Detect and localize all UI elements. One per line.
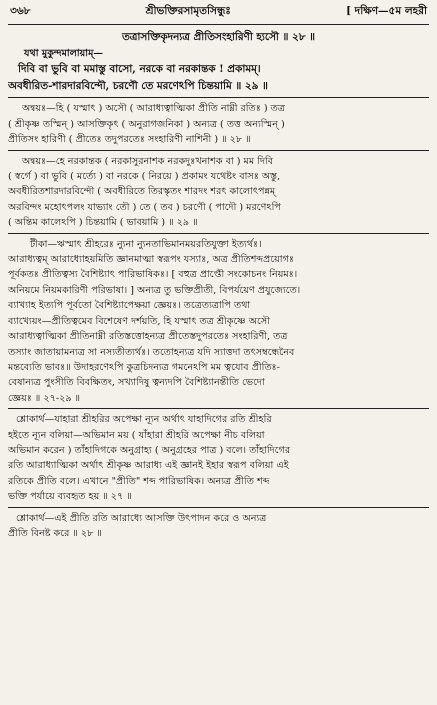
text-line: অরবিন্দং মহোৎপলং যাভ্যাং তৌ ) তে ( তব ) চরণৌ ( পাদৌ ) মরণেঽপি	[8, 201, 281, 213]
text-line: পূর্বকতঃ প্রীতিত্বস্য বৈশিষ্ট্যাৎ পারিভাষিকঃ। [ বহুত্র প্রাপ্তৌ সংকোচনং নিয়মঃ।	[8, 269, 298, 281]
page-number: ৩৬৮	[10, 5, 31, 17]
text-line: শ্লোকার্থ—এই প্রীতি রতি আরাধ্যে আসক্তি উৎপাদন করে ও অন্যত্র	[16, 512, 267, 524]
text-line: ব্যাখ্যেয়ং—প্রীতিত্বমেব বিশেষেণ দর্শয়তি, হি যস্মাৎ তত্র শ্রীকৃষ্ণে অসৌ	[8, 315, 270, 327]
text-line: জ্ঞেয়ঃ ॥ ২৭-২৯ ॥	[8, 392, 81, 404]
text-line: ব্যাখ্যাহ ইত্যপি পূর্বতো বৈশিষ্ট্যাপেক্ষয়া জ্ঞেয়ঃ। তত্রেত্যত্রাপি তথা	[8, 300, 251, 312]
divider	[8, 150, 429, 151]
divider	[8, 408, 429, 409]
anvaya-block-2	[8, 154, 429, 231]
book-title: শ্রীভক্তিরসামৃতসিন্ধুঃ	[145, 5, 231, 17]
text-line: ভক্তি পর্যায়ে ব্যবহৃত হয় ॥ ২৭ ॥	[8, 491, 132, 503]
text-line: রতি আরাধ্যাত্মিকা অর্থাৎ শ্রীকৃষ্ণ আরাধ্য এই জ্ঞানই ইহার স্বরূপ বলিয়া এই	[8, 460, 289, 472]
divider	[8, 507, 429, 508]
text-line: ( শ্রীকৃষ্ণ তস্মিন্ ) আসক্তিকৃৎ ( অনুরাগজনিকা ) অন্যত্র ( তত্ত অন্যস্মিন্ )	[8, 118, 285, 130]
text-line: বেষান্যত্র পুংসীতি বিবক্ষিতং, সখ্যাদিষু ত্বন্যদপি বৈশিষ্ট্যানন্তীতি ভেদো	[8, 377, 265, 389]
text-line: তস্যাং জাতায়ামন্যত্র সা নস্যতীত্যর্থঃ। ততোহন্যত্র যদি স্যাত্তদা তৎসম্বন্ধেনৈব	[8, 346, 295, 358]
verse-line: যথা মুকুন্দমালায়াম্—	[24, 48, 103, 59]
text-line: অনিয়মে নিয়মকারিণী পরিভাষা। ] অন্যত্র তু ভক্তিপ্রীতী, বিপর্যয়েণ প্রযুজ্যেতে।	[8, 284, 301, 296]
text-line: আরাধ্যত্বাত্মিকা প্রীতিনাম্নী রতিস্তত্তোহন্যত্র প্রীতেস্তদুপরতেঃ সংহারিণী, তত্র	[8, 331, 288, 343]
shlokartha-block-1	[8, 412, 429, 504]
text-line: প্রীতিসং হারিণী ( প্রীতেঃ তদুপরতেঃ সংহারিণী নাশিনী ) ॥ ২৮ ॥	[8, 134, 251, 146]
verse-line: তত্রাসক্তিকৃদন্যত্র প্রীতিসংহারিণী হ্যসৌ ॥ ২৮ ॥	[121, 31, 316, 43]
verse-block	[8, 29, 429, 95]
verse-line: অবধীরিত-শারদারবিন্দৌ, চরণৌ তে মরণেঽপি চিন্তয়ামি ॥ ২৯ ॥	[8, 80, 268, 93]
text-line: হইতে ন্যূন বলিয়া—অভিমান ময় ( যাঁহারা শ্রীহরি অপেক্ষা নীচ বলিয়া	[8, 429, 265, 441]
text-line: অন্বয়ঃ—হি ( যস্মাৎ ) অসৌ ( আরাধ্যত্বাত্মিকা প্রীতি নাম্নী রতিঃ ) তত্র	[22, 103, 285, 115]
text-line: রতিকে প্রীতি বলে। এখানে "প্রীতি" শব্দ পারিভাষিক। অন্যত্র প্রীতি শব্দ	[8, 475, 270, 487]
tika-block	[8, 237, 429, 406]
section-label: [ দক্ষিণ—৫ম লহরী	[346, 5, 427, 17]
verse-line: দিবি বা ভুবি বা মমাস্তু বাসো, নরকে বা নরকান্তক ! প্রকামম্।	[18, 63, 261, 76]
text-line: ( অন্তিম কালেঽপি ) চিন্তয়ামি ( ভাবয়ামি ) ॥ ২৯ ॥	[8, 217, 198, 229]
text-line: শ্লোকার্থ—যাহারা শ্রীহরির অপেক্ষা ন্যূন অর্থাৎ যাহাদিগের রতি শ্রীহরি	[16, 414, 272, 426]
text-line: অবধীরিতশারদারবিন্দৌ ( অবধীরিতে তিরস্কৃতং শারদং শরৎ কালোৎপন্নম্	[8, 186, 276, 198]
anvaya-block-1	[8, 101, 429, 147]
divider	[8, 233, 429, 234]
text-line: মন্তব্যেতি ভাবঃ॥ উদাহরণেঽপি কুত্রচিদন্যত্র গমনেঽপি মম ত্বযোব প্রীতিঃ-	[8, 361, 280, 373]
divider	[8, 97, 429, 98]
shlokartha-block-2	[8, 511, 429, 542]
text-line: প্রীতি বিনষ্ট করে ॥ ২৮ ॥	[8, 527, 102, 539]
text-line: ( স্বর্গে ) বা ভুবি ( মর্ত্যে ) বা নরকে ( নিরয়ে ) প্রকামং যথেষ্টং বাসঃ অস্তু,	[8, 171, 281, 183]
text-line: আরাধ্যত্বম্ আরাধ্যোহয়মিতি জ্ঞানমাত্মা স্বরূপং যস্যাঃ, অত্র প্রীতিশব্দপ্রয়োগঃ	[8, 254, 294, 266]
page	[8, 4, 429, 541]
text-line: অভিমান করেন ) তাঁহাদিগকে অনুগ্রাহ্য ( অনুগ্রহের পাত্র ) বলে। তাঁহাদিগের	[8, 444, 291, 456]
text-line: অন্বয়ঃ—হে নরকান্তক ( নরকাসুরনাশক নরকদুঃখনাশক বা ) মম দিবি	[22, 155, 274, 167]
page-header	[8, 4, 429, 25]
text-line: টীকা—ঋস্মাৎ শ্রীহরেঃ ন্যুনা ন্যুনতাভিমানময়রতিযুক্তা ইত্যর্থঃ।	[30, 238, 262, 250]
